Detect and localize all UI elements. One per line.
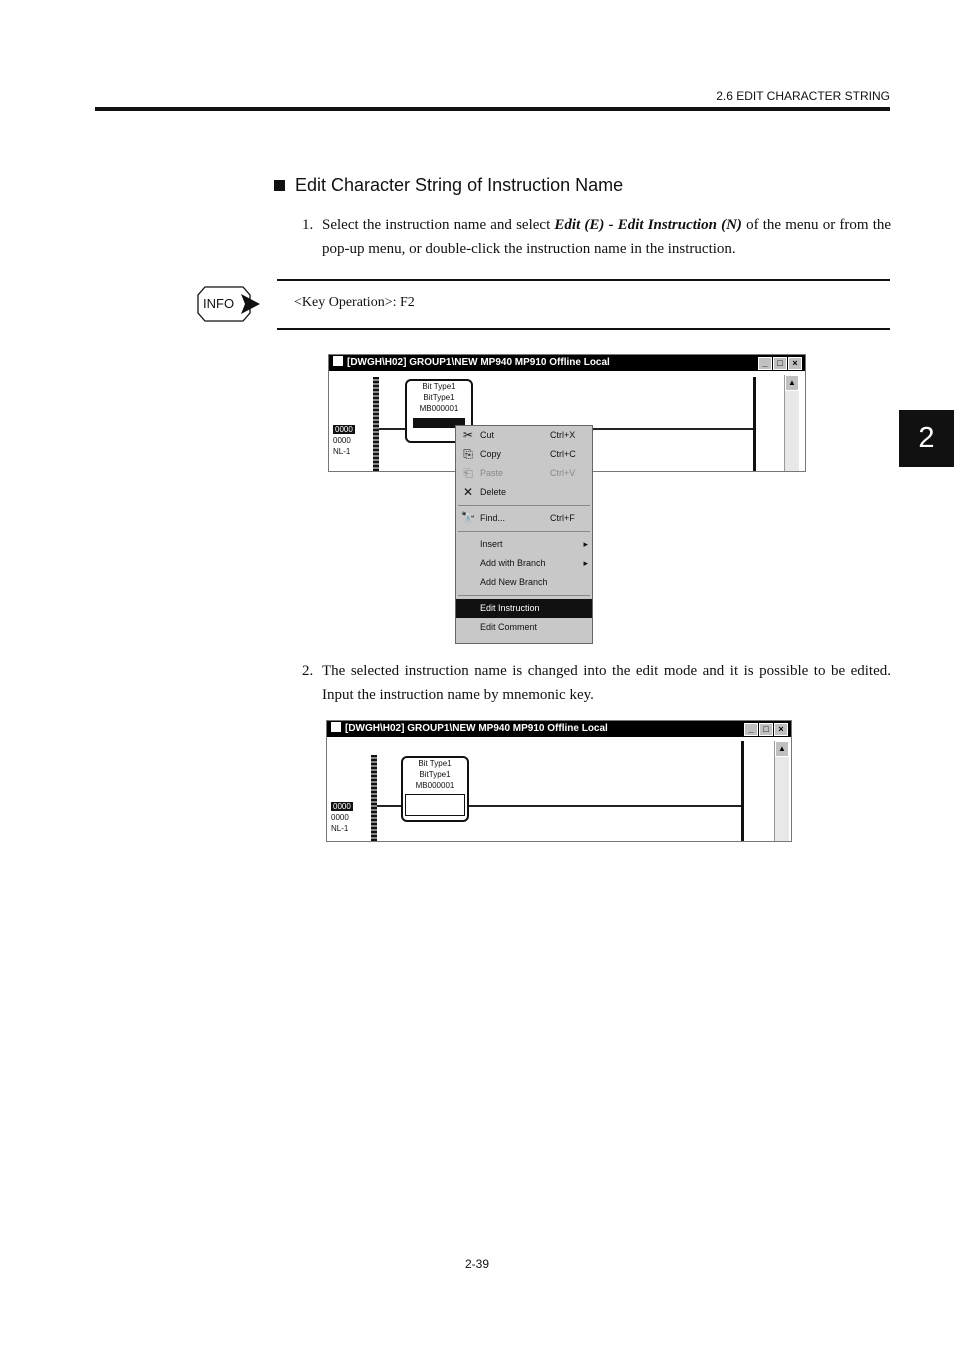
menu-item-shortcut: Ctrl+C xyxy=(550,449,576,459)
address-line: NL-1 xyxy=(331,824,349,833)
address-label xyxy=(333,424,355,457)
menu-item-shortcut: Ctrl+F xyxy=(550,513,575,523)
scroll-up-arrow-icon[interactable]: ▲ xyxy=(785,375,799,391)
context-menu xyxy=(455,425,593,644)
step-text xyxy=(322,213,891,261)
copy-icon: ⎘ xyxy=(463,447,473,461)
menu-item-label: Cut xyxy=(480,430,495,440)
menu-item-label: Insert xyxy=(480,539,503,549)
info-rule-bottom xyxy=(277,328,890,330)
menu-item-label: Paste xyxy=(480,468,504,478)
address-line: 0000 xyxy=(331,813,349,822)
running-head: 2.6 EDIT CHARACTER STRING xyxy=(716,89,890,103)
info-badge-label: INFO xyxy=(203,296,235,311)
step-text-part: of the menu or from the pop-up menu, or double-click the instruction name in the instruction. xyxy=(322,217,892,257)
menu-item-label: Add with Branch xyxy=(480,558,546,568)
page-number: 2-39 xyxy=(464,1257,490,1271)
section-heading-text: Edit Character String of Instruction Name xyxy=(295,175,624,195)
left-power-rail xyxy=(371,755,377,841)
scroll-up-arrow-icon[interactable]: ▲ xyxy=(775,741,789,757)
section-heading xyxy=(274,175,623,196)
instruction-edit-field[interactable] xyxy=(405,794,465,816)
address-line: NL-1 xyxy=(333,447,351,456)
window-titlebar xyxy=(327,721,791,737)
maximize-button[interactable]: □ xyxy=(759,723,773,736)
menu-separator xyxy=(458,531,590,532)
menu-separator xyxy=(458,505,590,506)
submenu-arrow-icon: ▸ xyxy=(583,539,588,549)
close-button[interactable]: × xyxy=(774,723,788,736)
menu-item-shortcut: Ctrl+X xyxy=(550,430,576,440)
delete-x-icon: ✕ xyxy=(462,485,474,499)
address-highlight: 0000 xyxy=(335,425,353,434)
binoculars-icon: 🔭 xyxy=(460,511,476,525)
menu-item-label: Copy xyxy=(480,449,502,459)
menu-item-paste[interactable] xyxy=(456,464,592,483)
step-2 xyxy=(302,659,891,707)
minimize-button[interactable]: _ xyxy=(744,723,758,736)
step-text: The selected instruction name is changed into the edit mode and it is possible to be edited. Input the instruction name by mnemonic key. xyxy=(322,663,891,703)
close-button[interactable]: × xyxy=(788,357,802,370)
menu-separator xyxy=(458,595,590,596)
address-highlight: 0000 xyxy=(333,802,351,811)
instruction-comment: BitType1 xyxy=(423,393,455,402)
header-rule xyxy=(95,107,890,111)
instruction-comment: BitType1 xyxy=(419,770,451,779)
info-rule-top xyxy=(277,279,890,281)
menu-item-label: Edit Comment xyxy=(480,622,538,632)
step-1 xyxy=(302,213,891,261)
chapter-tab: 2 xyxy=(899,410,954,467)
menu-item-label: Edit Instruction xyxy=(480,603,540,613)
instruction-address: MB000001 xyxy=(419,404,459,413)
menu-item-label: Add New Branch xyxy=(480,577,548,587)
menu-item-label: Find... xyxy=(480,513,506,523)
step-number: 2. xyxy=(302,663,314,679)
address-label xyxy=(331,801,353,834)
address-line: 0000 xyxy=(333,436,351,445)
menu-item-cut[interactable] xyxy=(456,426,592,445)
submenu-arrow-icon: ▸ xyxy=(583,558,588,568)
square-bullet-icon xyxy=(274,180,285,191)
right-rail xyxy=(753,377,756,471)
step-number: 1. xyxy=(302,217,314,233)
menu-item-label: Delete xyxy=(480,487,507,497)
paste-icon: ⎗ xyxy=(463,466,473,480)
vertical-scrollbar[interactable] xyxy=(784,375,799,471)
right-rail xyxy=(741,741,744,841)
menu-item-edit-instruction[interactable] xyxy=(456,599,592,618)
menu-item-insert[interactable] xyxy=(456,535,592,554)
menu-item-delete[interactable] xyxy=(456,483,592,502)
maximize-button[interactable]: □ xyxy=(773,357,787,370)
instruction-comment: Bit Type1 xyxy=(418,759,452,768)
scissors-icon: ✂ xyxy=(462,428,474,442)
screenshot-window-2 xyxy=(326,720,792,842)
menu-item-edit-comment[interactable] xyxy=(456,618,592,637)
instruction-address: MB000001 xyxy=(415,781,455,790)
left-power-rail xyxy=(373,377,379,471)
window-title: [DWGH\H02] GROUP1\NEW MP940 MP910 Offline Local xyxy=(347,357,610,368)
menu-item-add-with-branch[interactable] xyxy=(456,554,592,573)
minimize-button[interactable]: _ xyxy=(758,357,772,370)
system-menu-icon[interactable] xyxy=(331,722,341,732)
menu-item-copy[interactable] xyxy=(456,445,592,464)
instruction-block[interactable] xyxy=(401,756,469,822)
window-title: [DWGH\H02] GROUP1\NEW MP940 MP910 Offline Local xyxy=(345,723,608,734)
vertical-scrollbar[interactable] xyxy=(774,741,789,841)
instruction-comment: Bit Type1 xyxy=(422,382,456,391)
info-badge xyxy=(197,285,263,323)
step-menu-path: Edit (E) - Edit Instruction (N) xyxy=(554,217,742,233)
menu-item-shortcut: Ctrl+V xyxy=(550,468,576,478)
menu-item-find[interactable] xyxy=(456,509,592,528)
menu-item-add-new-branch[interactable] xyxy=(456,573,592,592)
system-menu-icon[interactable] xyxy=(333,356,343,366)
step-text-part: Select the instruction name and select xyxy=(322,217,555,233)
key-operation-note: <Key Operation>: F2 xyxy=(294,295,415,310)
window-titlebar xyxy=(329,355,805,371)
